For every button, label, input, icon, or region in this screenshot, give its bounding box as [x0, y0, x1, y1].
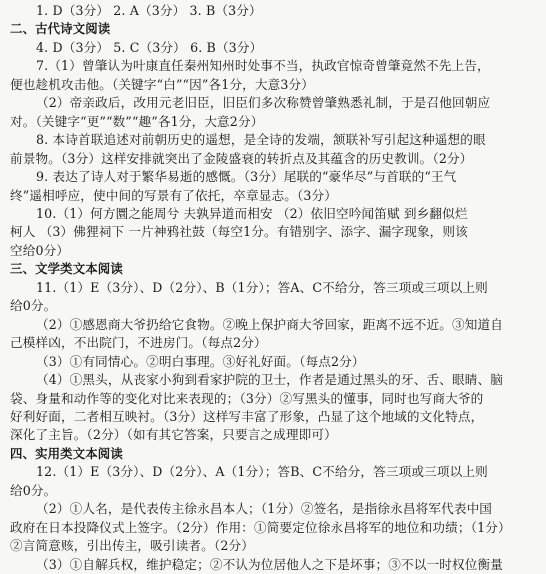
text-line: 柯人 （3）佛狸祠下 一片神鸦社鼓（每空1分。有错别字、添字、漏字现象，则该 [10, 224, 468, 240]
text-line: 7.（1）曾肇认为叶康直任秦州知州时处事不当，执政官惊奇曾肇竟然不先上告， [36, 58, 490, 74]
text-line: （4）①黑头，从丧家小狗到看家护院的卫士，作者是通过黑头的牙、舌、眼睛、脑 [36, 372, 503, 388]
text-line: 空给0分） [10, 242, 70, 258]
section-heading: 三、文学类文本阅读 [10, 261, 123, 277]
text-line: 深化了主旨。（2分）（如有其它答案，只要言之成理即可） [10, 427, 337, 443]
text-line: 10.（1）何方圜之能周兮 夫孰异道而相安 （2）依旧空吟闻笛赋 到乡翻似烂 [36, 205, 468, 221]
text-line: 袋、身量和动作等的变化对比来表现的；（3分）②写黑头的懂事，同时也写商大爷的 [10, 390, 484, 406]
section-heading: 二、古代诗文阅读 [10, 21, 111, 37]
text-line: ②言简意赅，引出传主，吸引读者。（2分） [10, 538, 254, 554]
text-line: 8. 本诗首联追述对前朝历史的遥想，是全诗的发端，颔联补写引起这种遥想的眼 [36, 132, 486, 148]
text-line: 给0分。 [10, 482, 57, 498]
text-line: 己模样凶，不出院门，不进房门。（每点2分） [10, 335, 267, 351]
text-line: 给0分。 [10, 298, 57, 314]
text-line: 12.（1）E（3分）、D（2分）、A（1分）；答B、C不给分，答三项或三项以上则 [36, 464, 488, 480]
text-line: 9. 表达了诗人对于繁华易逝的感慨。（3分）尾联的“豪华尽”与首联的“王气 [36, 169, 457, 185]
text-line: 终”遥相呼应，使中间的写景有了依托，卒章显志。（3分） [10, 187, 338, 203]
text-line: 好利好面，二者相互映衬。（3分）这样写丰富了形象，凸显了这个地域的文化特点， [10, 408, 484, 424]
text-line: 前景物。（3分）这样安排就突出了金陵盛衰的转折点及其蕴含的历史教训。（2分） [10, 150, 473, 166]
text-line: 对。（关键字“更”“数”“趣”各1分，大意2分） [10, 113, 264, 129]
text-line: （2）①人名，是代表传主徐永昌本人；（1分）②签名，是指徐永昌将军代表中国 [36, 501, 493, 517]
text-line: （2）①感恩商大爷扔给它食物。②晚上保护商大爷回家，距离不远不近。③知道自 [36, 316, 503, 332]
text-line: 11.（1）E（3分）、D（2分）、B（1分）；答A、C不给分，答三项或三项以上则 [36, 279, 488, 295]
text-line: （3）①自解兵权，维护稳定；②不认为位居他人之下是坏事；③不以一时权位衡量 [36, 556, 503, 572]
text-line: 便也趁机攻击他。（关键字“白”“因”各1分，大意3分） [10, 76, 314, 92]
text-line: 1. D（3分） 2. A（3分） 3. B（3分） [36, 3, 262, 18]
text-line: （2）帝亲政后，改用元老旧臣，旧臣们多次称赞曾肇熟悉礼制，于是召他回朝应 [36, 95, 491, 111]
section-heading: 四、实用类文本阅读 [10, 445, 123, 461]
text-line: 政府在日本投降仪式上签字。（2分）作用：①简要定位徐永昌将军的地位和功绩；（1分） [10, 519, 511, 535]
text-line: （3）①有同情心。②明白事理。③好礼好面。（每点2分） [36, 353, 365, 369]
text-line: 4. D（3分） 5. C（3分） 6. B（3分） [36, 39, 263, 55]
